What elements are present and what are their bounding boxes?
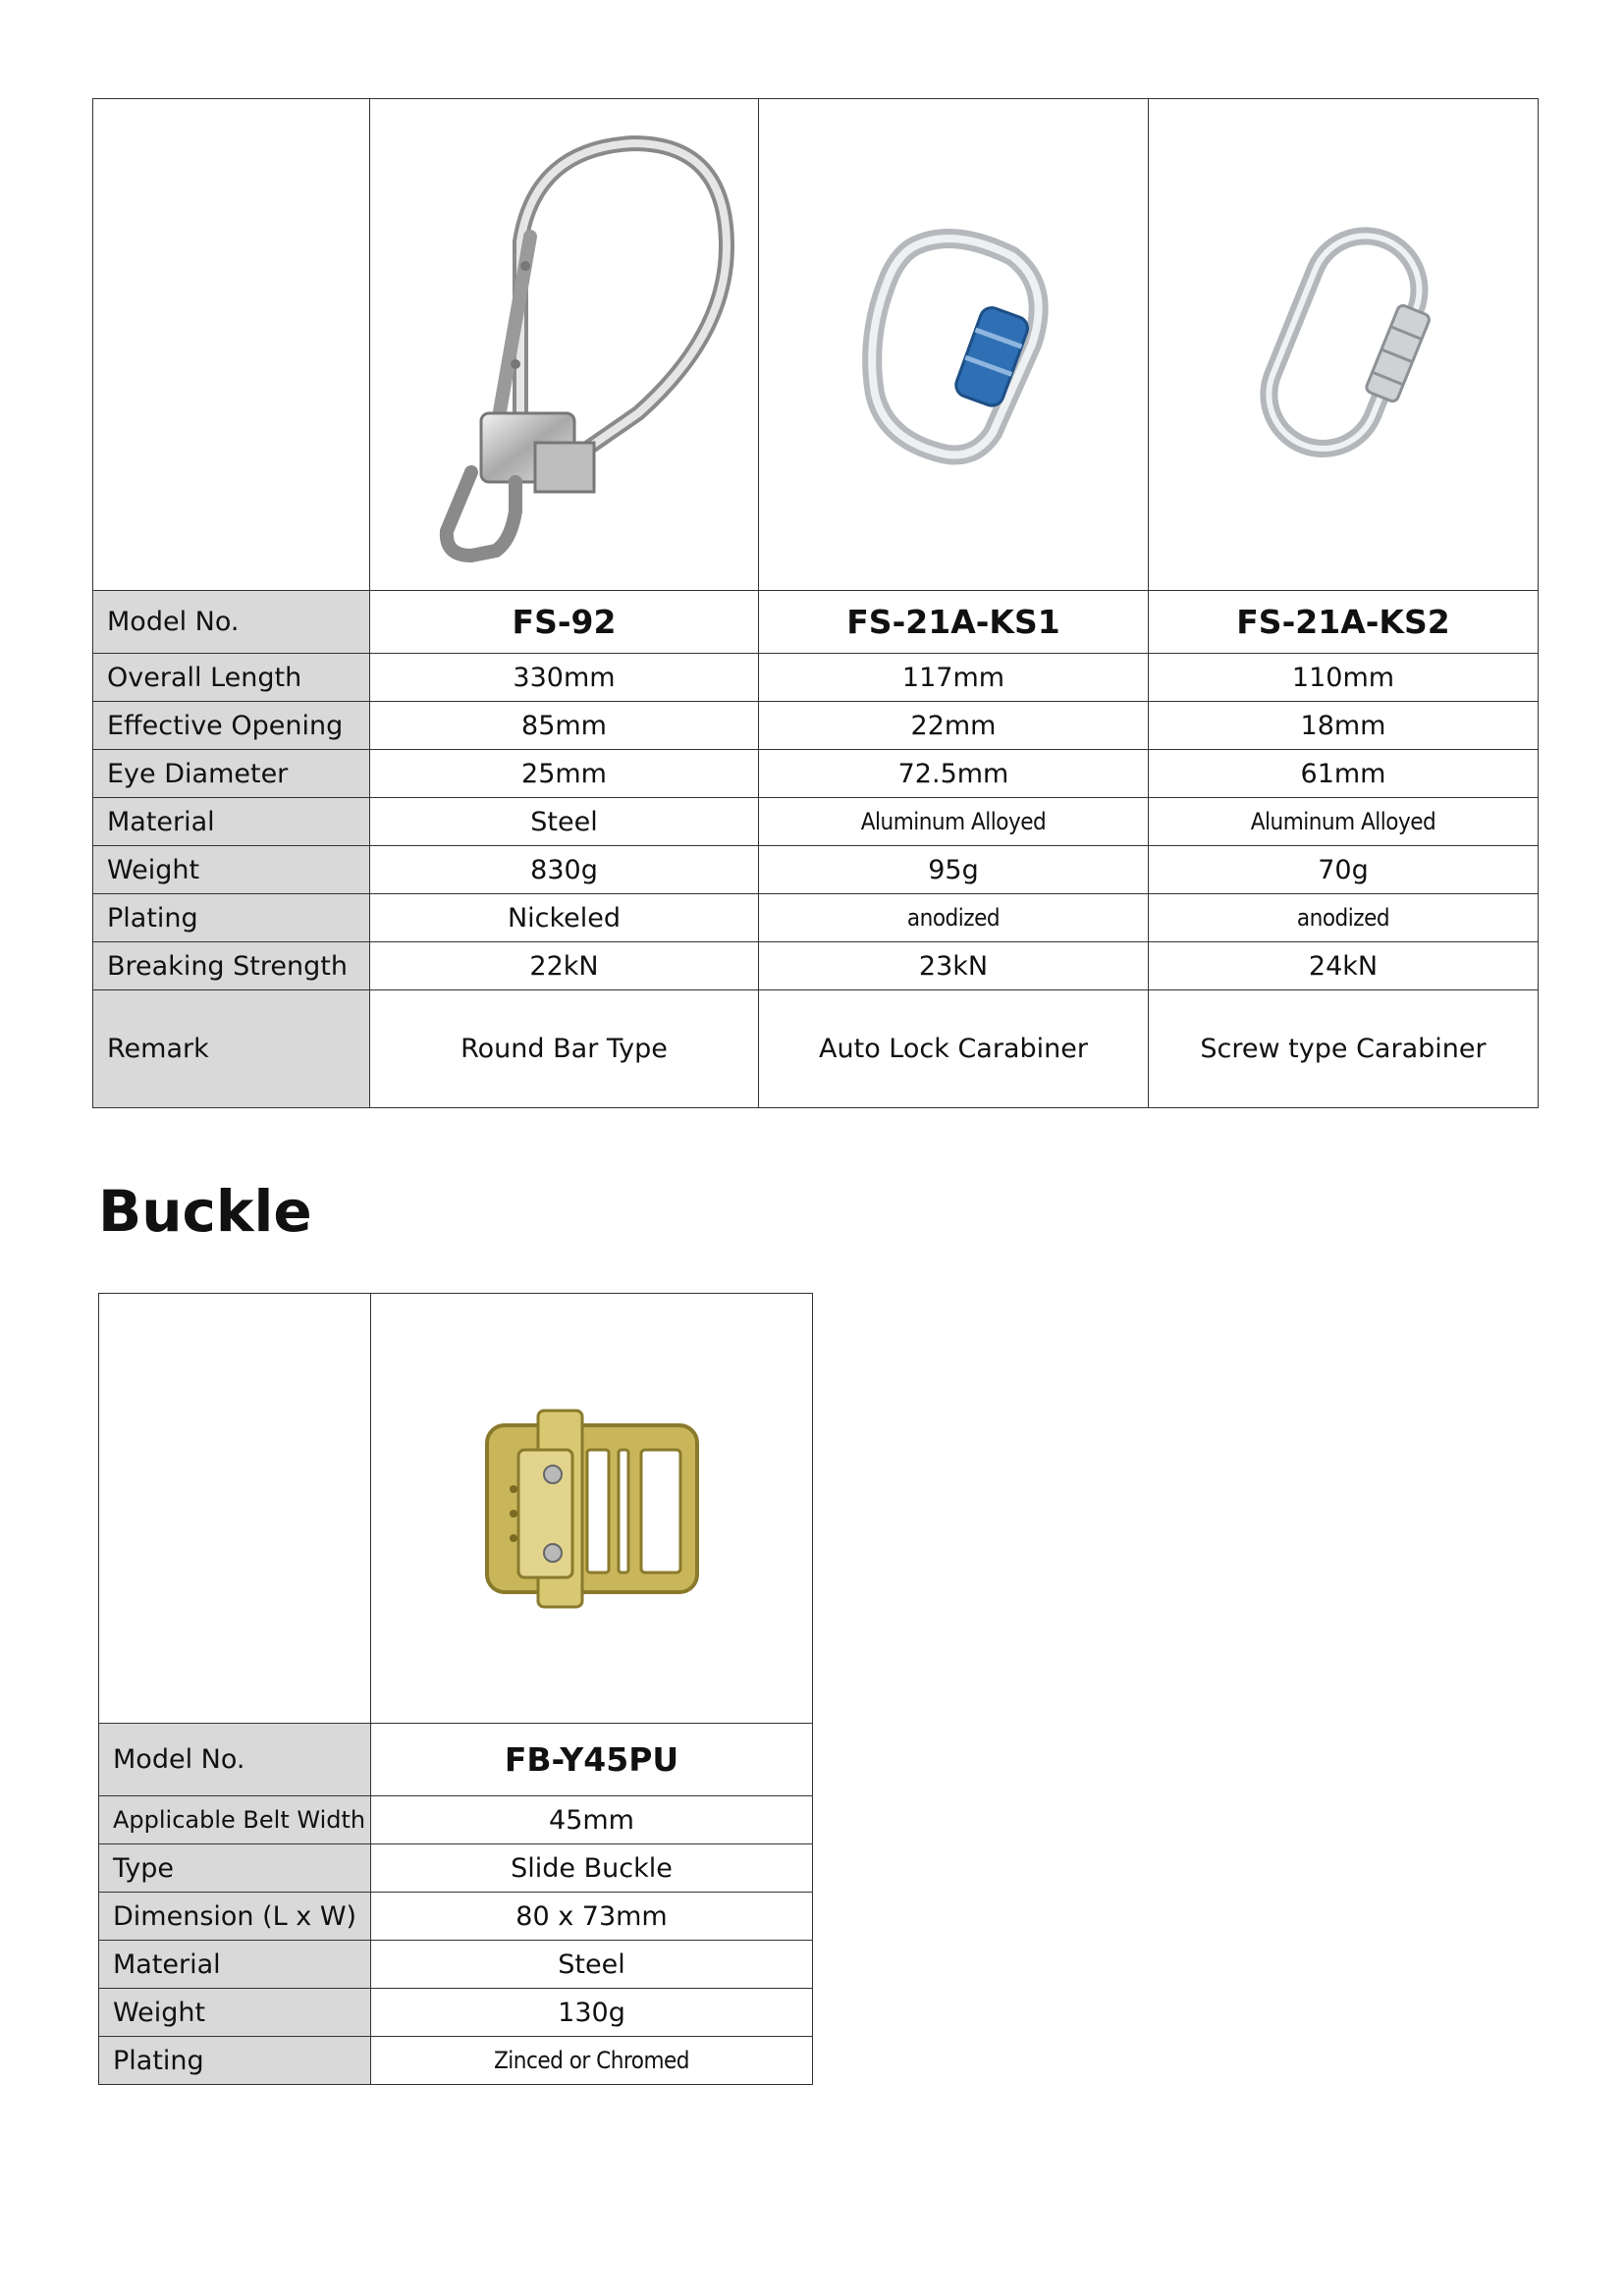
row-plating [99,2037,813,2085]
model-fb-y45pu: FB-Y45PU [371,1724,813,1796]
label-remark: Remark [93,990,370,1108]
image-row [99,1294,813,1724]
section-heading-buckle: Buckle [98,1178,312,1245]
empty-corner-cell [99,1294,371,1724]
cell-value: 117mm [759,654,1149,702]
snap-hook-icon [388,119,741,570]
row-dimension [99,1893,813,1941]
cell-value: 70g [1149,846,1539,894]
row-remark [93,990,1539,1108]
cell-value: Steel [371,1941,813,1989]
product-image-fs-21a-ks1 [759,99,1149,591]
label-weight: Weight [93,846,370,894]
cell-value: Zinced or Chromed [371,2037,813,2085]
cell-value: anodized [1149,894,1539,942]
label-material: Material [99,1941,371,1989]
row-belt-width [99,1796,813,1844]
cell-value: 110mm [1149,654,1539,702]
model-fs-21a-ks1: FS-21A-KS1 [759,591,1149,654]
cell-value: 23kN [759,942,1149,990]
row-weight [93,846,1539,894]
label-belt-width: Applicable Belt Width [99,1796,371,1844]
cell-value: Aluminum Alloyed [1149,798,1539,846]
cell-value: 830g [370,846,759,894]
cell-value: 72.5mm [759,750,1149,798]
cell-value: 45mm [371,1796,813,1844]
cell-value: Steel [370,798,759,846]
row-type [99,1844,813,1893]
row-overall-length [93,654,1539,702]
cell-value: 130g [371,1989,813,2037]
label-model: Model No. [93,591,370,654]
product-image-fb-y45pu [371,1294,813,1724]
cell-value: anodized [759,894,1149,942]
product-image-fs-92 [370,99,759,591]
label-plating: Plating [93,894,370,942]
row-weight [99,1989,813,2037]
cell-value: Auto Lock Carabiner [759,990,1149,1108]
cell-value: 18mm [1149,702,1539,750]
cell-value: Nickeled [370,894,759,942]
auto-lock-carabiner-icon [845,217,1061,472]
row-model [93,591,1539,654]
label-model: Model No. [99,1724,371,1796]
cell-value: 24kN [1149,942,1539,990]
cell-value: Slide Buckle [371,1844,813,1893]
label-material: Material [93,798,370,846]
label-eye-diameter: Eye Diameter [93,750,370,798]
cell-value: 25mm [370,750,759,798]
empty-corner-cell [93,99,370,591]
label-breaking-strength: Breaking Strength [93,942,370,990]
row-eye-diameter [93,750,1539,798]
model-fs-92: FS-92 [370,591,759,654]
cell-value: 95g [759,846,1149,894]
row-material [93,798,1539,846]
cell-value: 80 x 73mm [371,1893,813,1941]
image-row [93,99,1539,591]
cell-value: 22kN [370,942,759,990]
carabiner-spec-table [92,98,1539,1108]
screw-carabiner-icon [1245,217,1441,472]
cell-value: 330mm [370,654,759,702]
label-dimension: Dimension (L x W) [99,1893,371,1941]
cell-value: Screw type Carabiner [1149,990,1539,1108]
row-model [99,1724,813,1796]
product-image-fs-21a-ks2 [1149,99,1539,591]
row-material [99,1941,813,1989]
cell-value: 61mm [1149,750,1539,798]
buckle-spec-table [98,1293,813,2085]
slide-buckle-icon [479,1406,705,1612]
label-weight: Weight [99,1989,371,2037]
cell-value: Round Bar Type [370,990,759,1108]
cell-value: 85mm [370,702,759,750]
label-plating: Plating [99,2037,371,2085]
row-plating [93,894,1539,942]
cell-value: 22mm [759,702,1149,750]
model-fs-21a-ks2: FS-21A-KS2 [1149,591,1539,654]
label-overall-length: Overall Length [93,654,370,702]
row-breaking-strength [93,942,1539,990]
cell-value: Aluminum Alloyed [759,798,1149,846]
row-effective-opening [93,702,1539,750]
label-type: Type [99,1844,371,1893]
label-effective-opening: Effective Opening [93,702,370,750]
